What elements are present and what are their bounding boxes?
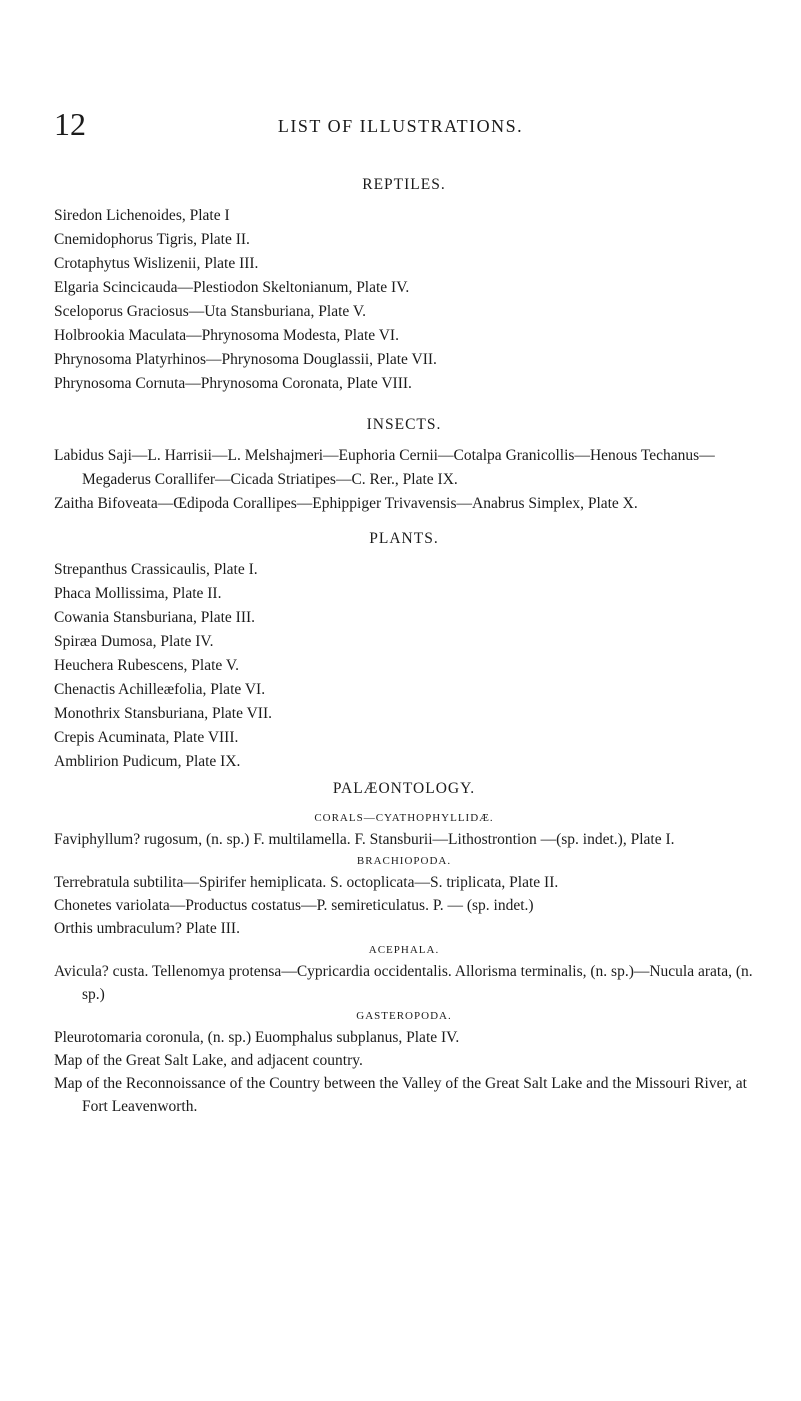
section-reptiles xyxy=(54,174,754,396)
section-heading-palaeontology: PALÆONTOLOGY. xyxy=(332,780,476,797)
list-item: Zaitha Bifoveata—Œdipoda Corallipes—Ephippiger Trivavensis—Anabrus Simplex, Plate X. xyxy=(54,495,638,512)
list-item: Elgaria Scincicauda—Plestiodon Skeltonianum, Plate IV. xyxy=(54,279,410,296)
section-maps xyxy=(54,1049,754,1118)
list-item: Orthis umbraculum? Plate III. xyxy=(54,920,240,937)
section-heading-reptiles: REPTILES. xyxy=(362,176,446,193)
page-header xyxy=(0,108,801,140)
list-item: Chenactis Achilleæfolia, Plate VI. xyxy=(54,681,266,698)
list-item: Pleurotomaria coronula, (n. sp.) Euomphalus subplanus, Plate IV. xyxy=(54,1029,460,1046)
list-item: Strepanthus Crassicaulis, Plate I. xyxy=(54,561,258,578)
list-item: Phrynosoma Platyrhinos—Phrynosoma Douglassii, Plate VII. xyxy=(54,351,437,368)
section-plants xyxy=(54,528,754,774)
subheading-brachiopoda: BRACHIOPODA. xyxy=(356,855,452,867)
subheading-gasteropoda: GASTEROPODA. xyxy=(356,1010,452,1022)
list-item: Phrynosoma Cornuta—Phrynosoma Coronata, Plate VIII. xyxy=(54,375,412,392)
list-item: Map of the Great Salt Lake, and adjacent country. xyxy=(54,1052,363,1069)
list-item: Sceloporus Graciosus—Uta Stansburiana, Plate V. xyxy=(54,303,366,320)
list-item: Labidus Saji—L. Harrisii—L. Melshajmeri—Euphoria Cernii—Cotalpa Granicollis—Henous Techanus—Megaderus Corallifer—Cicada Striatipes—C. Rer., Plate IX. xyxy=(54,447,715,488)
list-item: Faviphyllum? rugosum, (n. sp.) F. multilamella. F. Stansburii—Lithostrontion —(sp. indet.), Plate I. xyxy=(54,831,675,848)
list-item: Crotaphytus Wislizenii, Plate III. xyxy=(54,255,259,272)
list-item: Holbrookia Maculata—Phrynosoma Modesta, Plate VI. xyxy=(54,327,399,344)
page-number: 12 xyxy=(54,106,86,142)
list-item: Phaca Mollissima, Plate II. xyxy=(54,585,222,602)
list-item: Chonetes variolata—Productus costatus—P. semireticulatus. P. — (sp. indet.) xyxy=(54,897,534,914)
list-item: Spiræa Dumosa, Plate IV. xyxy=(54,633,214,650)
list-item: Cnemidophorus Tigris, Plate II. xyxy=(54,231,250,248)
running-title: LIST OF ILLUSTRATIONS. xyxy=(277,116,524,136)
list-item: Cowania Stansburiana, Plate III. xyxy=(54,609,256,626)
list-item: Terrebratula subtilita—Spirifer hemiplicata. S. octoplicata—S. triplicata, Plate II. xyxy=(54,874,559,891)
section-heading-insects: INSECTS. xyxy=(366,416,442,433)
section-heading-plants: PLANTS. xyxy=(369,530,439,547)
list-item: Avicula? custa. Tellenomya protensa—Cypricardia occidentalis. Allorisma terminalis, (n. sp.)—Nucula arata, (n. sp.) xyxy=(54,963,753,1003)
list-item: Siredon Lichenoides, Plate I xyxy=(54,207,230,224)
list-item: Heuchera Rubescens, Plate V. xyxy=(54,657,239,674)
list-item: Crepis Acuminata, Plate VIII. xyxy=(54,729,239,746)
subheading-acephala: ACEPHALA. xyxy=(368,944,440,956)
list-item: Amblirion Pudicum, Plate IX. xyxy=(54,753,241,770)
subheading-corals: CORALS—CYATHOPHYLLIDÆ. xyxy=(314,812,494,824)
list-item: Monothrix Stansburiana, Plate VII. xyxy=(54,705,272,722)
list-item: Map of the Reconnoissance of the Country between the Valley of the Great Salt Lake and the Missouri River, at Fort Leavenworth. xyxy=(54,1075,747,1115)
page-body xyxy=(54,174,754,1118)
section-insects xyxy=(54,414,754,516)
section-palaeontology xyxy=(54,778,754,1049)
